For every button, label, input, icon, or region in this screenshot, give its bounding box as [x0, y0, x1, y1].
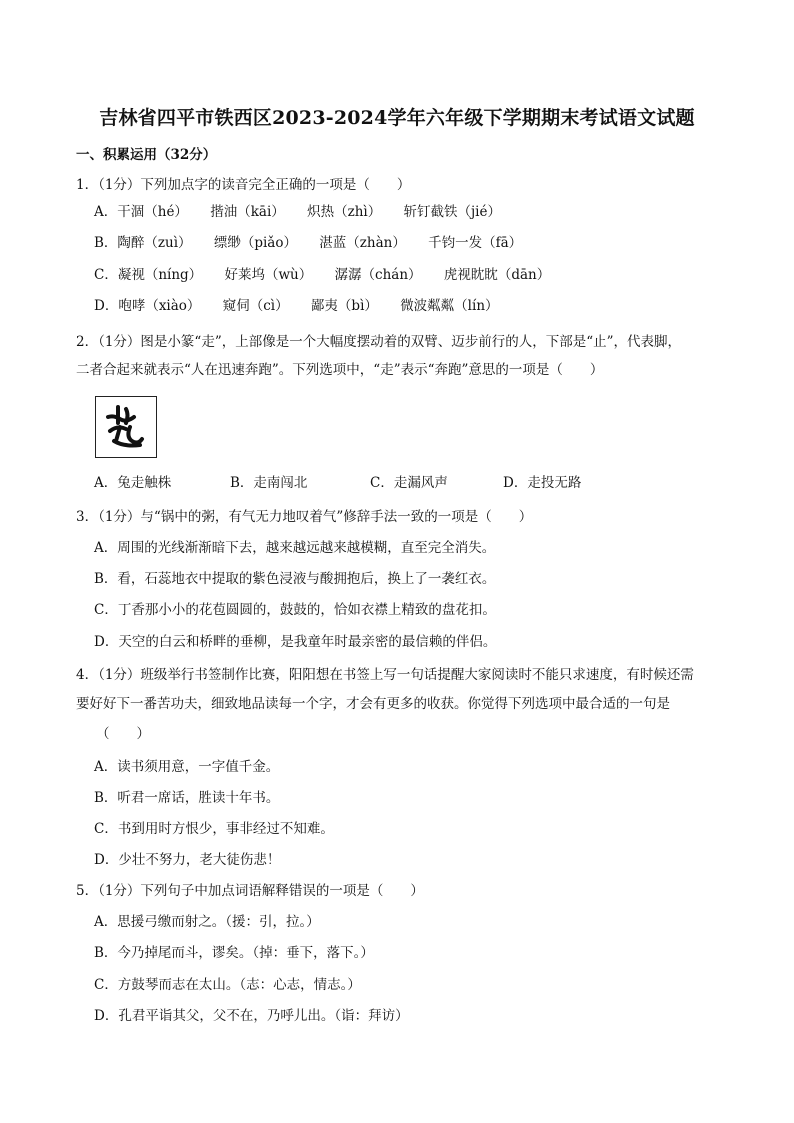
question-4-stem-line-3: （ ） — [96, 726, 150, 742]
question-2-stem-line-1: 2．（1分）图是小篆“走”，上部像是一个大幅度摆动着的双臂、迈步前行的人，下部是“止”，代表脚， — [76, 334, 682, 350]
question-4-option-b: B．听君一席话，胜读十年书。 — [94, 790, 280, 806]
question-3-option-d: D．天空的白云和桥畔的垂柳，是我童年时最亲密的最信赖的伴侣。 — [94, 634, 497, 650]
question-1-option-c — [94, 265, 568, 285]
question-2-option-d: D．走投无路 — [503, 475, 582, 491]
option-c-word-3: 潺潺（chán） — [334, 267, 422, 283]
question-5-option-d: D．孔君平诣其父，父不在，乃呼儿出。（诣：拜访） — [94, 1008, 409, 1024]
question-2-option-b: B．走南闯北 — [230, 475, 308, 491]
question-4-stem-line-2: 要好好下一番苦功夫，细致地品读每一个字，才会有更多的收获。你觉得下列选项中最合适的一句是 — [76, 696, 670, 712]
question-4-option-c: C．书到用时方恨少，事非经过不知难。 — [94, 821, 334, 837]
question-3-option-c: C．丁香那小小的花苞圆圆的，鼓鼓的，恰如衣襟上精致的盘花扣。 — [94, 602, 496, 618]
option-b-word-2: 缥缈（piǎo） — [213, 235, 297, 251]
question-5-stem: 5．（1分）下列句子中加点词语解释错误的一项是（ ） — [76, 883, 424, 899]
option-a-word-1: A．干涸（hé） — [94, 204, 188, 220]
question-3-stem: 3．（1分）与“锅中的粥，有气无力地叹着气”修辞手法一致的一项是（ ） — [76, 509, 533, 525]
question-1-stem: 1．（1分）下列加点字的读音完全正确的一项是（ ） — [76, 177, 411, 193]
question-1-option-d — [94, 296, 517, 316]
question-4-stem-line-1: 4．（1分）班级举行书签制作比赛，阳阳想在书签上写一句话提醒大家阅读时不能只求速度，有时候还需 — [76, 667, 694, 683]
seal-script-zou-image — [95, 396, 157, 458]
option-d-word-3: 鄙夷（bì） — [310, 298, 378, 314]
option-a-word-4: 斩钉截铁（jié） — [403, 204, 501, 220]
question-2-stem-line-2: 二者合起来就表示“人在迅速奔跑”。下列选项中，“走”表示“奔跑”意思的一项是（ ） — [76, 362, 604, 378]
seal-script-glyph-icon — [96, 397, 155, 456]
option-a-word-3: 炽热（zhì） — [307, 204, 382, 220]
option-c-word-1: C．凝视（níng） — [94, 267, 203, 283]
option-a-word-2: 揩油（kāi） — [210, 204, 285, 220]
option-c-word-4: 虎视眈眈（dān） — [443, 267, 551, 283]
section-heading: 一、积累运用（32分） — [76, 147, 217, 163]
option-d-word-1: D．咆哮（xiào） — [94, 298, 201, 314]
question-5-option-c: C．方鼓琴而志在太山。（志：心志，情志。） — [94, 977, 361, 993]
question-2-option-a: A．兔走触株 — [94, 475, 172, 491]
question-1-option-a — [94, 202, 519, 222]
question-1-option-b — [94, 233, 540, 253]
option-b-word-3: 湛蓝（zhàn） — [319, 235, 406, 251]
question-3-option-b: B．看，石蕊地衣中提取的紫色浸液与酸拥抱后，换上了一袭红衣。 — [94, 571, 496, 587]
option-b-word-4: 千钧一发（fā） — [428, 235, 523, 251]
option-b-word-1: B．陶醉（zuì） — [94, 235, 192, 251]
question-3-option-a: A．周围的光线渐渐暗下去，越来越远越来越模糊，直至完全消失。 — [94, 540, 496, 556]
option-c-word-2: 好莱坞（wù） — [224, 267, 313, 283]
question-5-option-b: B．今乃掉尾而斗，谬矣。（掉：垂下，落下。） — [94, 945, 374, 961]
exam-title: 吉林省四平市铁西区2023-2024学年六年级下学期期末考试语文试题 — [99, 107, 695, 129]
question-2-option-c: C．走漏风声 — [370, 475, 448, 491]
question-5-option-a: A．思援弓缴而射之。（援：引，拉。） — [94, 914, 320, 930]
question-4-option-d: D．少壮不努力，老大徒伤悲！ — [94, 852, 281, 868]
option-d-word-2: 窥伺（cì） — [222, 298, 289, 314]
option-d-word-4: 微波粼粼（lín） — [400, 298, 499, 314]
question-4-option-a: A．读书须用意，一字值千金。 — [94, 759, 280, 775]
